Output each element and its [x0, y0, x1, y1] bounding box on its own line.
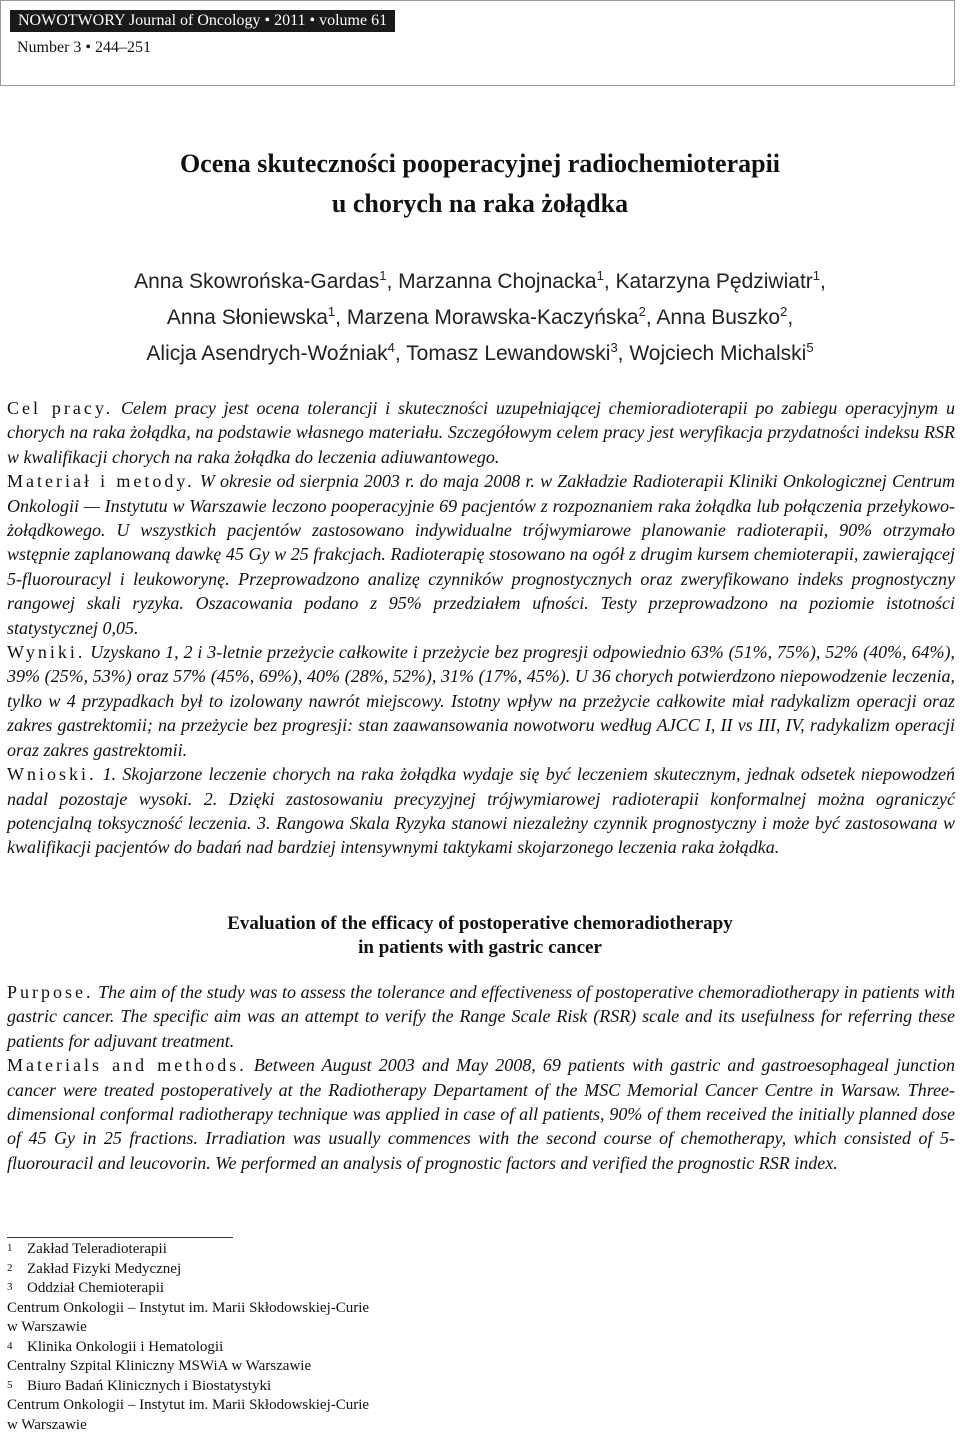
title-line: in patients with gastric cancer — [0, 936, 960, 960]
footnote-text: w Warszawie — [7, 1319, 87, 1335]
author-list — [0, 261, 960, 369]
title-line: Ocena skuteczności pooperacyjnej radiochemioterapii — [0, 144, 960, 184]
footnote-line — [7, 1260, 369, 1280]
abstract-section — [7, 640, 955, 762]
section-text: The aim of the study was to assess the tolerance and effectiveness of postoperative chemoradiotherapy in patients with gastric cancer. The specific aim was an attempt to verify the Range Scale Risk (RSR) scale and its usefulness for referring these patients for adjuvant treatment. — [7, 982, 955, 1051]
author-name: Katarzyna Pędziwiatr — [616, 270, 813, 293]
footnote-line — [7, 1240, 369, 1260]
paper-title-pl — [0, 144, 960, 224]
affiliation-ref: 2 — [639, 304, 646, 319]
footnote-divider — [7, 1237, 233, 1238]
footnote-text: Centrum Onkologii – Instytut im. Marii Skłodowskiej-Curie — [7, 1300, 369, 1316]
author-name: Tomasz Lewandowski — [406, 342, 610, 365]
section-text: Between August 2003 and May 2008, 69 patients with gastric and gastroesophageal junction cancer were treated postoperatively at the Radiotherapy Departament of the MSC Memorial Cancer Centre in Warsaw. Three-dimensional conformal radiotherapy technique was applied in case of all patients, 90% of them received the initially planned dose of 45 Gy in 25 fractions. Irradiation was usually commences with the second course of chemotherapy, which consisted of 5-fluorouracil and leucovorin. We performed an analysis of prognostic factors and verified the prognostic RSR index. — [7, 1055, 955, 1173]
footnote-line — [7, 1357, 369, 1377]
section-label: Purpose. — [7, 982, 94, 1002]
author-line: Anna Słoniewska$^1$, Marzena Morawska-Kaczyńska$^2$, Anna Buszko$^2$, — [0, 297, 960, 333]
section-label: Materiał i metody. — [7, 471, 195, 491]
footnote-text: w Warszawie — [7, 1417, 87, 1433]
author-name: Wojciech Michalski — [629, 342, 806, 365]
footnote-line — [7, 1396, 369, 1416]
footnote-number: 1 — [7, 1240, 27, 1257]
affiliation-ref: 3 — [610, 340, 617, 355]
section-text: Celem pracy jest ocena tolerancji i skuteczności uzupełniającej chemioradioterapii po zabiegu operacyjnym u chorych na raka żołądka, na podstawie własnego materiału. Szczegółowym celem pracy jest weryfikacja przydatności indeksu RSR w kwalifikacji chorych na raka żołądka do leczenia adiuwantowego. — [7, 398, 955, 467]
author-name: Marzanna Chojnacka — [398, 270, 596, 293]
section-label: Wnioski. — [7, 764, 97, 784]
author-line: Alicja Asendrych-Woźniak$^4$, Tomasz Lewandowski$^3$, Wojciech Michalski$^5$ — [0, 333, 960, 369]
abstract-section — [7, 396, 955, 469]
affiliation-ref: 1 — [328, 304, 335, 319]
affiliations — [7, 1240, 369, 1435]
section-label: Materials and methods. — [7, 1055, 247, 1075]
author-name: Anna Słoniewska — [167, 306, 328, 329]
title-line: Evaluation of the efficacy of postoperative chemoradiotherapy — [0, 912, 960, 936]
author-name: Alicja Asendrych-Woźniak — [146, 342, 387, 365]
abstract-section — [7, 980, 955, 1053]
footnote-line — [7, 1416, 369, 1435]
abstract-polish — [7, 396, 955, 860]
footnote-text: Centrum Onkologii – Instytut im. Marii Skłodowskiej-Curie — [7, 1397, 369, 1413]
footnote-line — [7, 1299, 369, 1319]
footnote-text: Centralny Szpital Kliniczny MSWiA w Warszawie — [7, 1358, 311, 1374]
footnote-number: 2 — [7, 1260, 27, 1277]
author-name: Anna Skowrońska-Gardas — [134, 270, 379, 293]
affiliation-ref: 5 — [806, 340, 813, 355]
title-line: u chorych na raka żołądka — [0, 184, 960, 224]
footnote-text: Oddział Chemioterapii — [27, 1280, 164, 1296]
journal-header — [0, 0, 955, 86]
section-text: W okresie od sierpnia 2003 r. do maja 2008 r. w Zakładzie Radioterapii Kliniki Onkologicznej Centrum Onkologii — Instytutu w Warszawie leczono pooperacyjnie 69 pacjentów z rozpoznaniem raka żołądka lub połączenia przełykowo-żołądkowego. U wszystkich pacjentów zastosowano indywidualne trójwymiarowe planowanie radioterapii, 90% otrzymało wstępnie zaplanowaną dawkę 45 Gy w 25 frakcjach. Radioterapię stosowano na ogół z drugim kursem chemioterapii, zawierającej 5-fluorouracyl i leukoworynę. Przeprowadzono analizę czynników prognostycznych oraz zweryfikowano indeks prognostyczny rangowej skali ryzyka. Oszacowania podano z 95% przedziałem ufności. Testy przeprowadzono na poziomie istotności statystycznej 0,05. — [7, 471, 955, 637]
footnote-text: Zakład Fizyki Medycznej — [27, 1261, 181, 1277]
affiliation-ref: 1 — [597, 268, 604, 283]
abstract-section — [7, 762, 955, 860]
footnote-line — [7, 1318, 369, 1338]
footnote-number: 5 — [7, 1377, 27, 1394]
section-label: Wyniki. — [7, 642, 85, 662]
affiliation-ref: 1 — [813, 268, 820, 283]
section-label: Cel pracy. — [7, 398, 113, 418]
footnote-line — [7, 1279, 369, 1299]
footnote-line — [7, 1338, 369, 1358]
footnote-text: Klinika Onkologii i Hematologii — [27, 1339, 223, 1355]
abstract-section — [7, 1053, 955, 1175]
abstract-english — [7, 980, 955, 1175]
footnote-text: Biuro Badań Klinicznych i Biostatystyki — [27, 1378, 271, 1394]
affiliation-ref: 1 — [379, 268, 386, 283]
footnote-line — [7, 1377, 369, 1397]
author-name: Marzena Morawska-Kaczyńska — [347, 306, 639, 329]
section-text: 1. Skojarzone leczenie chorych na raka żołądka wydaje się być leczeniem skutecznym, jednak odsetek niepowodzeń nadal pozostaje wysoki. 2. Dzięki zastosowaniu precyzyjnej trójwymiarowej radioterapii konformalnej można ograniczyć potencjalną toksyczność leczenia. 3. Rangowa Skala Ryzyka stanowi niezależny czynnik prognostyczny i może być zastosowana w kwalifikacji pacjentów do badań nad bardziej intensywnymi taktykami skojarzonego leczenia raka żołądka. — [7, 764, 955, 857]
paper-title-en — [0, 912, 960, 960]
section-text: Uzyskano 1, 2 i 3-letnie przeżycie całkowite i przeżycie bez progresji odpowiednio 63% (51%, 75%), 52% (40%, 64%), 39% (25%, 53%) oraz 57% (45%, 69%), 40% (28%, 52%), 31% (17%, 45%). U 36 chorych potwierdzono niepowodzenie leczenia, tylko w 4 przypadkach był to izolowany nawrót miejscowy. Istotny wpływ na przeżycie całkowite miał radykalizm operacji oraz zakres gastrektomii; na przeżycie bez progresji: stan zaawansowania nowotworu według AJCC I, II vs III, IV, radykalizm operacji oraz zakres gastrektomii. — [7, 642, 955, 760]
abstract-section — [7, 469, 955, 640]
affiliation-ref: 4 — [388, 340, 395, 355]
footnote-number: 3 — [7, 1279, 27, 1296]
issue-number: Number 3 • 244–251 — [17, 39, 151, 57]
author-name: Anna Buszko — [656, 306, 780, 329]
author-line: Anna Skowrońska-Gardas$^1$, Marzanna Chojnacka$^1$, Katarzyna Pędziwiatr$^1$, — [0, 261, 960, 297]
footnote-text: Zakład Teleradioterapii — [27, 1241, 167, 1257]
affiliation-ref: 2 — [780, 304, 787, 319]
footnote-number: 4 — [7, 1338, 27, 1355]
journal-name: NOWOTWORY Journal of Oncology • 2011 • volume 61 — [10, 10, 395, 32]
